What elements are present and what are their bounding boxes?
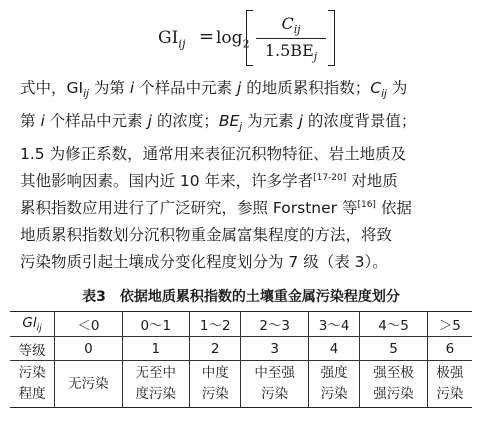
- paragraph-line-2: 第 i 个样品中元素 j 的浓度；$BE_j$ 为元素 j 的浓度背景值；: [20, 112, 417, 134]
- range-cell: 3～4: [308, 312, 359, 337]
- range-cell: 0～1: [122, 312, 189, 337]
- formula-numerator: $C_{ij}$: [281, 14, 301, 37]
- table-row-degrees: [10, 361, 472, 408]
- grade-label-cell: 等级: [10, 337, 55, 361]
- geoaccumulation-formula: [0, 8, 482, 66]
- formula-log: $\log_2$: [216, 28, 250, 51]
- degree-cell: 无污染: [55, 361, 122, 408]
- paragraph-line-5: 累积指数应用进行了广泛研究，参照 Forstner 等[16] 依据: [20, 199, 412, 218]
- degree-cell: 中至强 污染: [241, 361, 308, 408]
- degree-cell: 中度 污染: [189, 361, 240, 408]
- grade-cell: 1: [122, 337, 189, 361]
- degree-cell: 强至极 强污染: [360, 361, 427, 408]
- header-cell-gi: $Gl_{ij}$: [10, 312, 55, 337]
- degree-label-cell: 污染 程度: [10, 361, 55, 408]
- range-cell: ＜0: [55, 312, 122, 337]
- grade-cell: 6: [427, 337, 472, 361]
- grade-cell: 2: [189, 337, 240, 361]
- formula-denominator: $1.5BE_j$: [264, 41, 318, 64]
- pollution-grade-table: [10, 311, 472, 408]
- fraction-bar: [256, 38, 326, 39]
- range-cell: ＞5: [427, 312, 472, 337]
- range-cell: 4～5: [360, 312, 427, 337]
- grade-cell: 3: [241, 337, 308, 361]
- formula-equals: =: [199, 26, 215, 47]
- table-caption: 表3 依据地质累积指数的土壤重金属污染程度划分: [82, 289, 400, 305]
- body-paragraph: [20, 75, 466, 276]
- range-cell: 2～3: [241, 312, 308, 337]
- table-row-ranges: [10, 312, 472, 337]
- grade-cell: 5: [360, 337, 427, 361]
- citation-16: [16]: [357, 200, 376, 211]
- degree-cell: 极强 污染: [427, 361, 472, 408]
- table-row-grades: [10, 337, 472, 361]
- grade-cell: 4: [308, 337, 359, 361]
- citation-17-20: [17-20]: [313, 173, 347, 184]
- paragraph-line-7: 污染物质引起土壤成分变化程度划分为 7 级（表 3）。: [20, 253, 388, 272]
- paragraph-line-6: 地质累积指数划分沉积物重金属富集程度的方法，将致: [20, 226, 393, 245]
- paragraph-line-1: 式中，$GI_{ij}$ 为第 i 个样品中元素 j 的地质累积指数；$C_{ij}$ 为: [20, 79, 408, 101]
- paragraph-line-3: 1.5 为修正系数，通常用来表征沉积物特征、岩土地质及: [20, 145, 407, 164]
- right-bracket: [328, 10, 335, 66]
- left-bracket: [246, 10, 253, 66]
- formula-lhs: $GI_{ij}$: [158, 28, 186, 51]
- degree-cell: 无至中 度污染: [122, 361, 189, 408]
- grade-cell: 0: [55, 337, 122, 361]
- range-cell: 1～2: [189, 312, 240, 337]
- degree-cell: 强度 污染: [308, 361, 359, 408]
- paragraph-line-4: 其他影响因素。国内近 10 年来，许多学者[17-20] 对地质: [20, 172, 398, 191]
